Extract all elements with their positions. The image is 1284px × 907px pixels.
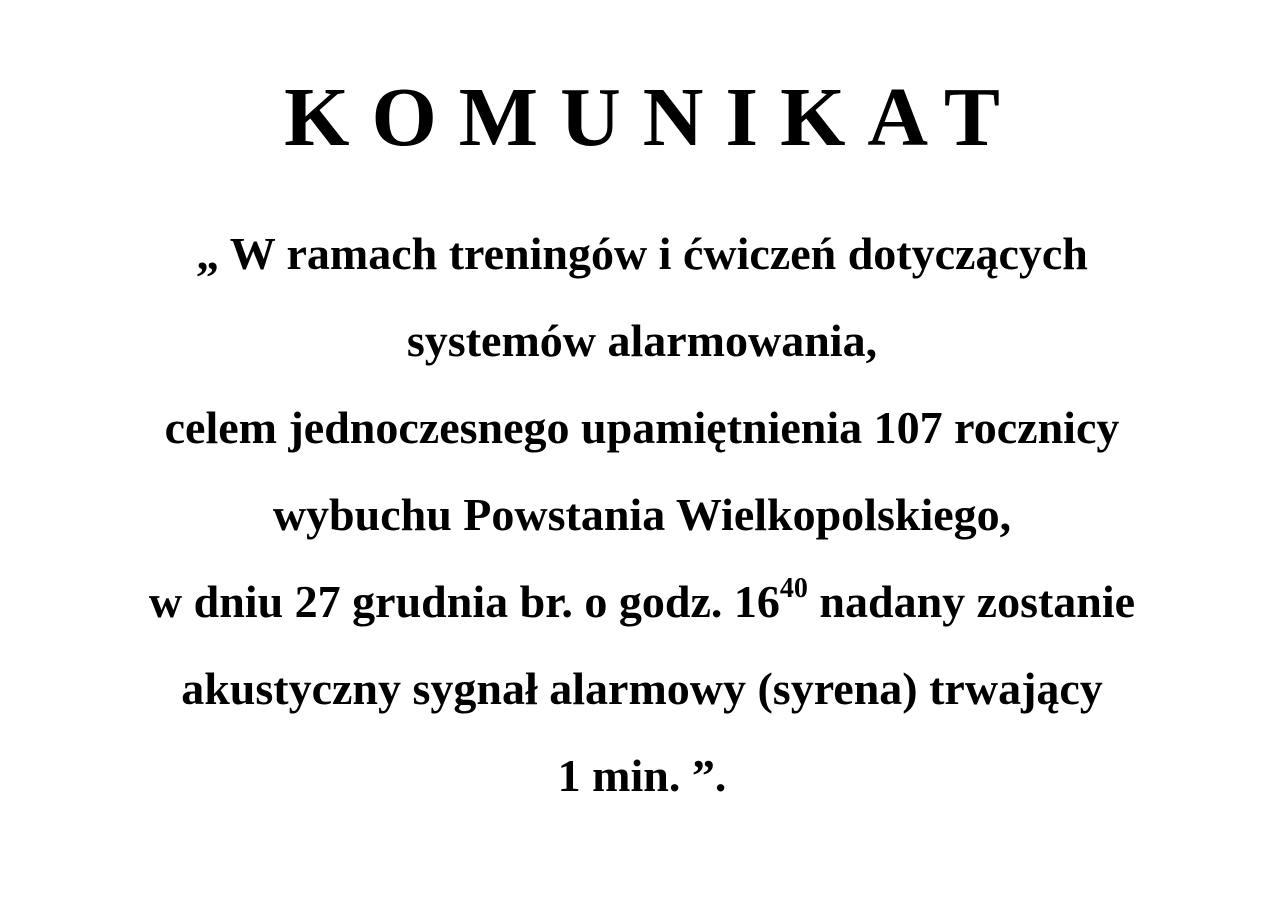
- body-line-7: 1 min. ”.: [557, 750, 727, 801]
- body-line-2: systemów alarmowania,: [406, 315, 878, 366]
- body-line-5-text: w dniu 27 grudnia br. o godz. 16: [148, 576, 780, 627]
- body-line-3: celem jednoczesnego upamiętnienia 107 rocznicy: [164, 402, 1120, 453]
- page-title: KOMUNIKAT: [284, 71, 1022, 164]
- body-line-1: „ W ramach treningów i ćwiczeń dotyczących: [196, 228, 1088, 279]
- time-minutes-superscript: 40: [779, 572, 808, 604]
- body-line-4: wybuchu Powstania Wielkopolskiego,: [272, 489, 1012, 540]
- body-line-5-text-end: nadany zostanie: [807, 576, 1136, 627]
- body-line-5: [0, 558, 1284, 645]
- announcement-body: [0, 210, 1284, 819]
- body-line-6: akustyczny sygnał alarmowy (syrena) trwający: [181, 663, 1103, 714]
